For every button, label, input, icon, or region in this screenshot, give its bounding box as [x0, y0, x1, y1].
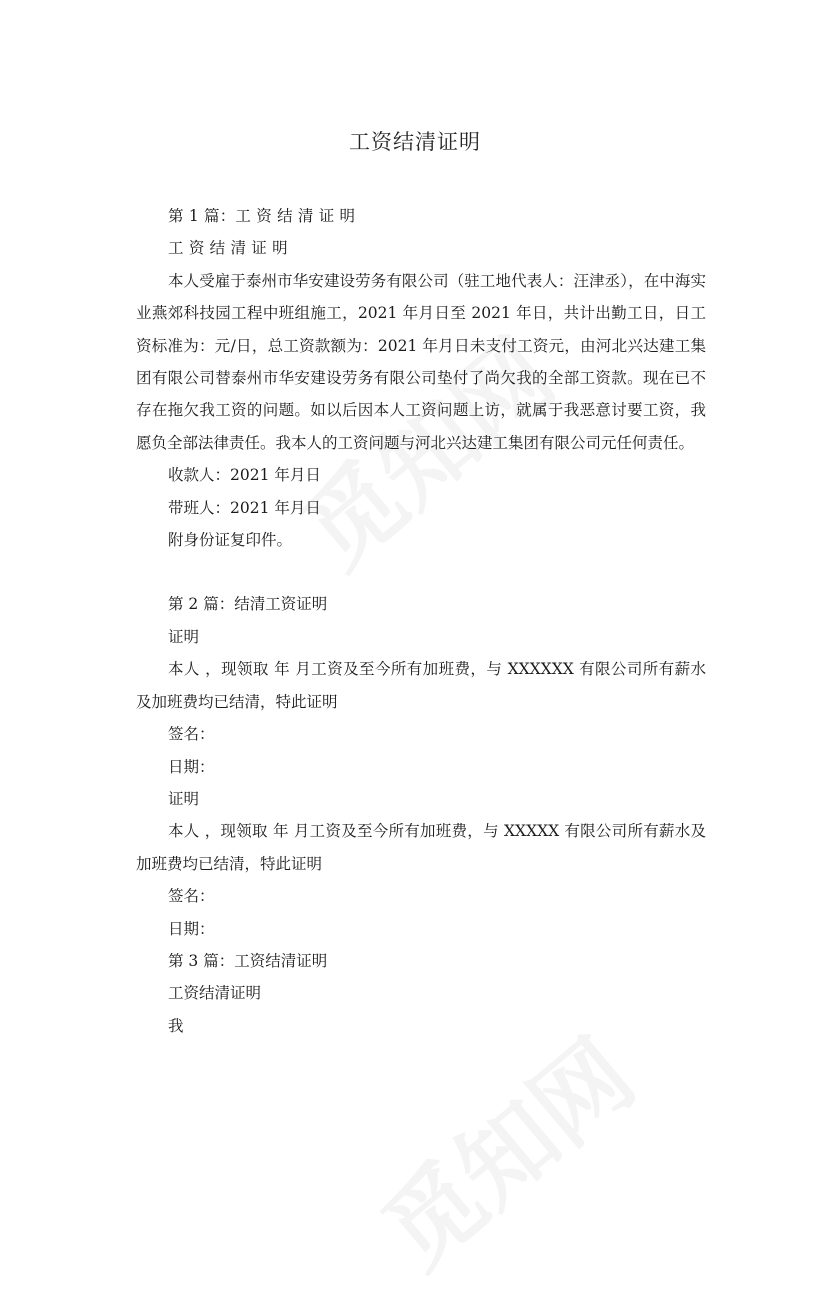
document-body	[136, 200, 706, 1042]
section-3-subheading: 工资结清证明	[168, 984, 262, 1003]
section-2-paragraph-1: 本人 ，现领取 年 月工资及至今所有加班费，与 XXXXXX 有限公司所有薪水及加班费均已结清，特此证明	[136, 660, 706, 711]
section-2-date-1: 日期：	[168, 757, 215, 776]
section-2-paragraph-2: 本人 ，现领取 年 月工资及至今所有加班费，与 XXXXX 有限公司所有薪水及加班费均已结清，特此证明	[136, 822, 706, 873]
section-2-heading: 第 2 篇：结清工资证明	[168, 595, 328, 614]
section-1-attachment: 附身份证复印件。	[168, 531, 293, 550]
section-2-sign-2: 签名：	[168, 887, 215, 906]
section-2-sign-1: 签名：	[168, 725, 215, 744]
document-title: 工资结清证明	[349, 130, 481, 154]
section-2-date-2: 日期：	[168, 919, 215, 938]
section-3-heading: 第 3 篇：工资结清证明	[168, 951, 328, 970]
section-3-start: 我	[168, 1016, 184, 1035]
watermark-bottom	[350, 1003, 659, 1293]
section-2-cert-title-1: 证明	[168, 627, 200, 646]
section-1-receiver: 收款人：2021 年月日	[168, 466, 321, 485]
section-1-leader: 带班人：2021 年月日	[168, 498, 321, 517]
section-gap	[136, 556, 706, 588]
section-1-subheading: 工 资 结 清 证 明	[168, 239, 288, 258]
section-1-heading: 第 1 篇：工 资 结 清 证 明	[168, 207, 356, 225]
section-2-cert-title-2: 证明	[168, 789, 200, 808]
section-1-paragraph: 本人受雇于泰州市华安建设劳务有限公司（驻工地代表人：汪津丞），在中海实业燕郊科技园工程中班组施工，2021 年月日至 2021 年日，共计出勤工日，日工资标准为：元/日，总工资款额为：2021 年月日未支付工资元，由河北兴达建工集团有限公司替泰州市华安建设劳务有限公司垫付了尚欠我的全部工资款。现在已不存在拖欠我工资的问题。如以后因本人工资问题上访，就属于我恶意讨要工资，我愿负全部法律责任。我本人的工资问题与河北兴达建工集团有限公司元任何责任。	[136, 271, 706, 452]
